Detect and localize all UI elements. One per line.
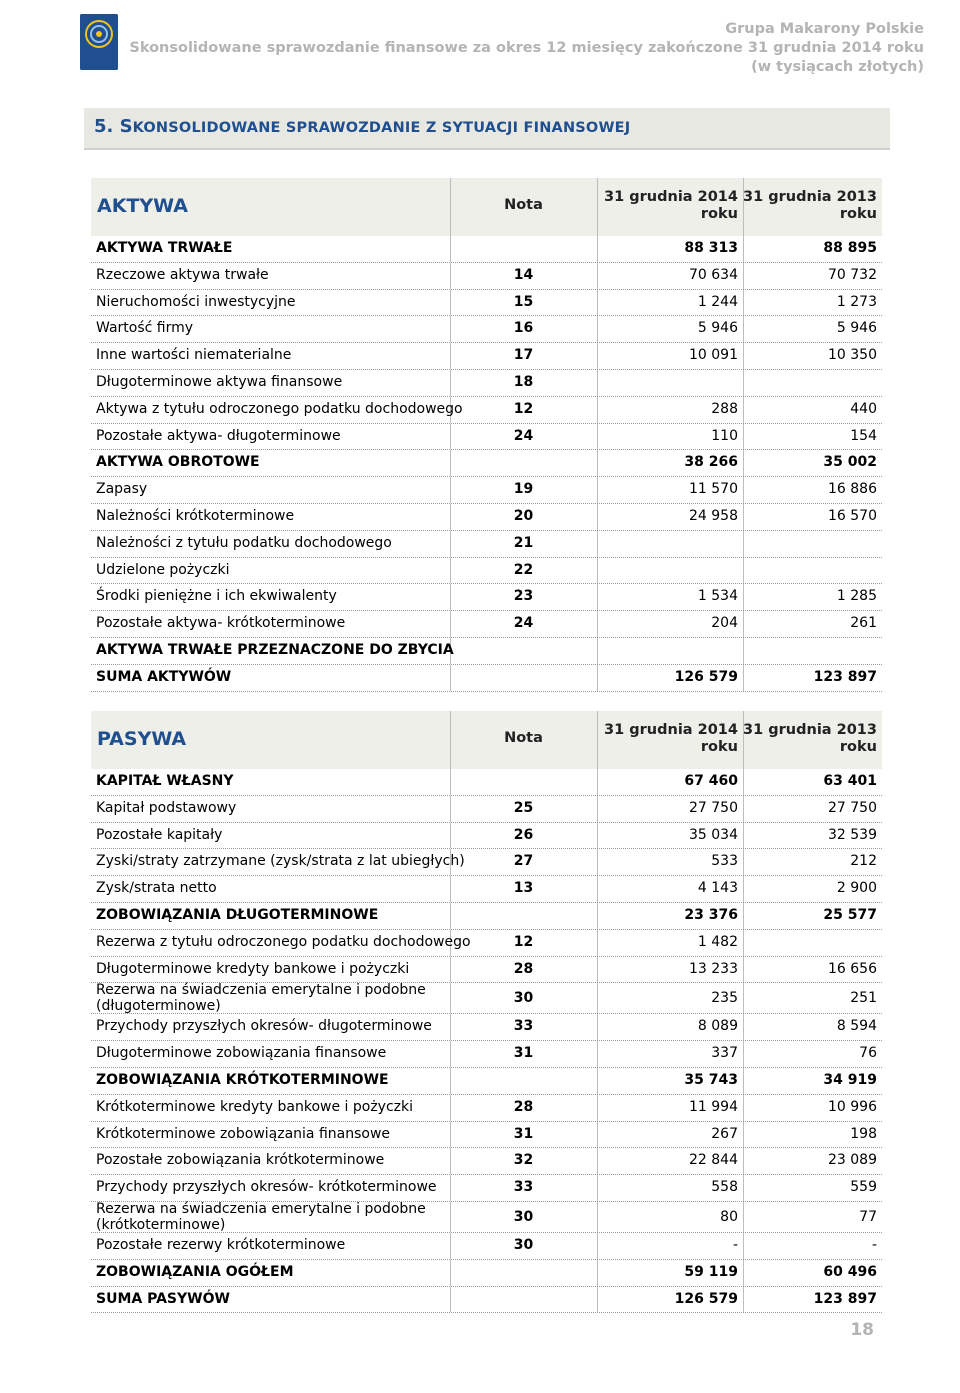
liabilities-rows (91, 769, 882, 1313)
row-label: AKTYWA OBROTOWE (96, 454, 260, 471)
row-label: Krótkoterminowe kredyty bankowe i pożyczki (96, 1098, 414, 1115)
table-row (91, 1202, 882, 1233)
row-value-2013: 23 089 (828, 1152, 877, 1169)
row-value-2013: 154 (850, 427, 877, 444)
row-label: Przychody przyszłych okresów- długoterminowe (96, 1018, 432, 1035)
row-value-2014: 23 376 (684, 906, 738, 923)
row-note: 27 (513, 853, 534, 870)
table-row (91, 450, 882, 477)
year-2014-header: 31 grudnia 2014 roku (604, 722, 738, 755)
row-value-2014: 8 089 (697, 1018, 738, 1035)
year-2013-header: 31 grudnia 2013 roku (743, 189, 877, 222)
table-row (91, 504, 882, 531)
row-value-2014: 267 (711, 1125, 738, 1142)
row-value-2014: 80 (720, 1208, 738, 1225)
document-header (129, 20, 924, 77)
row-value-2013: 2 900 (836, 880, 877, 897)
row-value-2013: 16 886 (828, 481, 877, 498)
row-value-2013: 60 496 (823, 1263, 877, 1280)
row-label: Rezerwa z tytułu odroczonego podatku dochodowego (96, 933, 471, 950)
table-row (91, 1260, 882, 1287)
table-row (91, 477, 882, 504)
row-note: 24 (513, 427, 534, 444)
table-row (91, 876, 882, 903)
row-note: 30 (513, 1208, 534, 1225)
table-row (91, 849, 882, 876)
report-subtitle: Skonsolidowane sprawozdanie finansowe za okres 12 miesięcy zakończone 31 grudnia 2014 roku (129, 40, 924, 56)
row-value-2014: 70 634 (689, 266, 738, 283)
table-row (91, 1148, 882, 1175)
row-note: 21 (513, 534, 534, 551)
table-row (91, 343, 882, 370)
liabilities-title: PASYWA (97, 728, 187, 750)
table-row (91, 769, 882, 796)
table-row (91, 424, 882, 451)
section-title-initial: S (119, 116, 133, 137)
row-value-2013: 16 570 (828, 507, 877, 524)
row-value-2014: 4 143 (697, 880, 738, 897)
row-value-2014: 35 743 (684, 1071, 738, 1088)
row-value-2014: 1 482 (697, 933, 738, 950)
row-note: 15 (513, 293, 534, 310)
row-value-2013: 1 285 (836, 588, 877, 605)
table-row (91, 665, 882, 692)
row-value-2013: 1 273 (836, 293, 877, 310)
row-label: Inne wartości niematerialne (96, 347, 292, 364)
row-note: 19 (513, 481, 534, 498)
row-value-2014: 11 994 (689, 1098, 738, 1115)
row-value-2013: 212 (850, 853, 877, 870)
units-note: (w tysiącach złotych) (751, 59, 924, 75)
table-row (91, 957, 882, 984)
row-value-2014: 38 266 (684, 454, 738, 471)
row-value-2014: 204 (711, 615, 738, 632)
row-value-2014: 126 579 (674, 668, 738, 685)
table-row (91, 531, 882, 558)
row-value-2013: 88 895 (823, 240, 877, 256)
section-number: 5. (94, 116, 114, 137)
table-row (91, 1041, 882, 1068)
row-value-2013: 70 732 (828, 266, 877, 283)
row-value-2013: 76 (859, 1045, 877, 1062)
row-value-2014: 110 (711, 427, 738, 444)
row-value-2014: 11 570 (689, 481, 738, 498)
row-label: Zapasy (96, 481, 148, 498)
row-note: 32 (513, 1152, 534, 1169)
row-label: Długoterminowe zobowiązania finansowe (96, 1045, 387, 1062)
assets-title: AKTYWA (97, 195, 188, 217)
row-label: Środki pieniężne i ich ekwiwalenty (96, 588, 337, 605)
row-label: Długoterminowe kredyty bankowe i pożyczki (96, 960, 410, 977)
row-label: Rezerwa na świadczenia emerytalne i podobne (długoterminowe) (96, 982, 426, 1015)
row-value-2014: 59 119 (684, 1263, 738, 1280)
assets-table (91, 178, 882, 692)
row-value-2013: 10 996 (828, 1098, 877, 1115)
row-note: 30 (513, 990, 534, 1007)
row-value-2014: 337 (711, 1045, 738, 1062)
row-value-2013: 10 350 (828, 347, 877, 364)
table-row (91, 611, 882, 638)
row-value-2014: 235 (711, 990, 738, 1007)
row-note: 30 (513, 1236, 534, 1253)
row-value-2014: 22 844 (689, 1152, 738, 1169)
section-heading-bar (84, 108, 890, 150)
table-row (91, 397, 882, 424)
assets-rows (91, 236, 882, 692)
row-note: 24 (513, 615, 534, 632)
section-title-rest: KONSOLIDOWANE SPRAWOZDANIE Z SYTUACJI FINANSOWEJ (132, 120, 631, 136)
row-label: Rzeczowe aktywa trwałe (96, 266, 269, 283)
row-value-2014: 533 (711, 853, 738, 870)
row-value-2013: 77 (859, 1208, 877, 1225)
row-label: Należności z tytułu podatku dochodowego (96, 534, 392, 551)
row-note: 18 (513, 373, 534, 390)
row-value-2013: 34 919 (823, 1071, 877, 1088)
table-row (91, 263, 882, 290)
nota-header: Nota (504, 730, 543, 746)
company-name: Grupa Makarony Polskie (725, 21, 924, 37)
year-2013-header: 31 grudnia 2013 roku (743, 722, 877, 755)
table-row (91, 638, 882, 665)
row-label: Długoterminowe aktywa finansowe (96, 373, 343, 390)
row-label: Pozostałe rezerwy krótkoterminowe (96, 1236, 346, 1253)
row-note: 22 (513, 561, 534, 578)
row-value-2013: 440 (850, 400, 877, 417)
section-title (94, 116, 630, 137)
table-row (91, 823, 882, 850)
row-value-2014: 558 (711, 1179, 738, 1196)
table-row (91, 1175, 882, 1202)
row-note: 33 (513, 1179, 534, 1196)
row-value-2014: 10 091 (689, 347, 738, 364)
row-note: 23 (513, 588, 534, 605)
row-label: Udzielone pożyczki (96, 561, 230, 578)
row-label: Krótkoterminowe zobowiązania finansowe (96, 1125, 391, 1142)
row-value-2014: 67 460 (684, 773, 738, 789)
year-2014-header: 31 grudnia 2014 roku (604, 189, 738, 222)
liabilities-table (91, 711, 882, 1313)
table-row (91, 370, 882, 397)
row-note: 25 (513, 799, 534, 816)
row-note: 26 (513, 826, 534, 843)
row-label: SUMA AKTYWÓW (96, 668, 232, 685)
page-number: 18 (850, 1320, 874, 1340)
table-row (91, 796, 882, 823)
row-note: 31 (513, 1125, 534, 1142)
row-label: ZOBOWIĄZANIA OGÓŁEM (96, 1263, 294, 1280)
row-label: Zyski/straty zatrzymane (zysk/strata z lat ubiegłych) (96, 853, 465, 870)
table-row (91, 1233, 882, 1260)
table-row (91, 290, 882, 317)
row-value-2014: 88 313 (684, 240, 738, 256)
row-note: 16 (513, 320, 534, 337)
row-label: Pozostałe aktywa- krótkoterminowe (96, 615, 346, 632)
row-label: ZOBOWIĄZANIA KRÓTKOTERMINOWE (96, 1071, 389, 1088)
row-note: 14 (513, 266, 534, 283)
row-value-2013: 261 (850, 615, 877, 632)
row-value-2013: 5 946 (836, 320, 877, 337)
row-value-2013: 32 539 (828, 826, 877, 843)
row-value-2014: 13 233 (689, 960, 738, 977)
table-row (91, 903, 882, 930)
row-value-2013: 27 750 (828, 799, 877, 816)
row-label: Należności krótkoterminowe (96, 507, 295, 524)
row-label: Aktywa z tytułu odroczonego podatku dochodowego (96, 400, 463, 417)
row-value-2014: 35 034 (689, 826, 738, 843)
table-row (91, 983, 882, 1014)
row-value-2013: 123 897 (813, 1290, 877, 1307)
row-value-2013: 35 002 (823, 454, 877, 471)
row-note: 31 (513, 1045, 534, 1062)
row-value-2013: 198 (850, 1125, 877, 1142)
row-value-2013: 251 (850, 990, 877, 1007)
row-value-2014: - (732, 1236, 738, 1253)
row-value-2014: 1 534 (697, 588, 738, 605)
row-label: KAPITAŁ WŁASNY (96, 773, 234, 789)
row-value-2013: 559 (850, 1179, 877, 1196)
row-label: Pozostałe kapitały (96, 826, 223, 843)
company-logo (80, 14, 118, 70)
row-value-2014: 288 (711, 400, 738, 417)
row-label: ZOBOWIĄZANIA DŁUGOTERMINOWE (96, 906, 379, 923)
row-label: SUMA PASYWÓW (96, 1290, 230, 1307)
row-value-2014: 5 946 (697, 320, 738, 337)
row-value-2013: 25 577 (823, 906, 877, 923)
liabilities-table-header (91, 711, 882, 769)
row-label: AKTYWA TRWAŁE PRZEZNACZONE DO ZBYCIA (96, 641, 454, 658)
row-label: Kapitał podstawowy (96, 799, 237, 816)
row-note: 17 (513, 347, 534, 364)
row-label: Pozostałe aktywa- długoterminowe (96, 427, 341, 444)
table-row (91, 558, 882, 585)
table-row (91, 236, 882, 263)
row-value-2013: 123 897 (813, 668, 877, 685)
table-row (91, 1095, 882, 1122)
row-label: Nieruchomości inwestycyjne (96, 293, 296, 310)
row-note: 20 (513, 507, 534, 524)
row-label: Rezerwa na świadczenia emerytalne i podobne (krótkoterminowe) (96, 1200, 426, 1233)
row-note: 12 (513, 400, 534, 417)
row-note: 33 (513, 1018, 534, 1035)
row-value-2014: 24 958 (689, 507, 738, 524)
row-value-2013: 16 656 (828, 960, 877, 977)
row-value-2014: 27 750 (689, 799, 738, 816)
table-row (91, 1068, 882, 1095)
row-value-2013: 63 401 (823, 773, 877, 789)
table-row (91, 930, 882, 957)
row-label: AKTYWA TRWAŁE (96, 240, 233, 256)
row-label: Wartość firmy (96, 320, 194, 337)
row-note: 12 (513, 933, 534, 950)
table-row (91, 1287, 882, 1314)
row-label: Przychody przyszłych okresów- krótkoterminowe (96, 1179, 437, 1196)
row-value-2014: 126 579 (674, 1290, 738, 1307)
table-row (91, 1122, 882, 1149)
row-note: 28 (513, 1098, 534, 1115)
row-note: 13 (513, 880, 534, 897)
row-value-2014: 1 244 (697, 293, 738, 310)
row-note: 28 (513, 960, 534, 977)
nota-header: Nota (504, 197, 543, 213)
assets-table-header (91, 178, 882, 236)
table-row (91, 316, 882, 343)
row-label: Zysk/strata netto (96, 880, 217, 897)
row-label: Pozostałe zobowiązania krótkoterminowe (96, 1152, 385, 1169)
row-value-2013: 8 594 (836, 1018, 877, 1035)
table-row (91, 584, 882, 611)
row-value-2013: - (871, 1236, 877, 1253)
table-row (91, 1014, 882, 1041)
